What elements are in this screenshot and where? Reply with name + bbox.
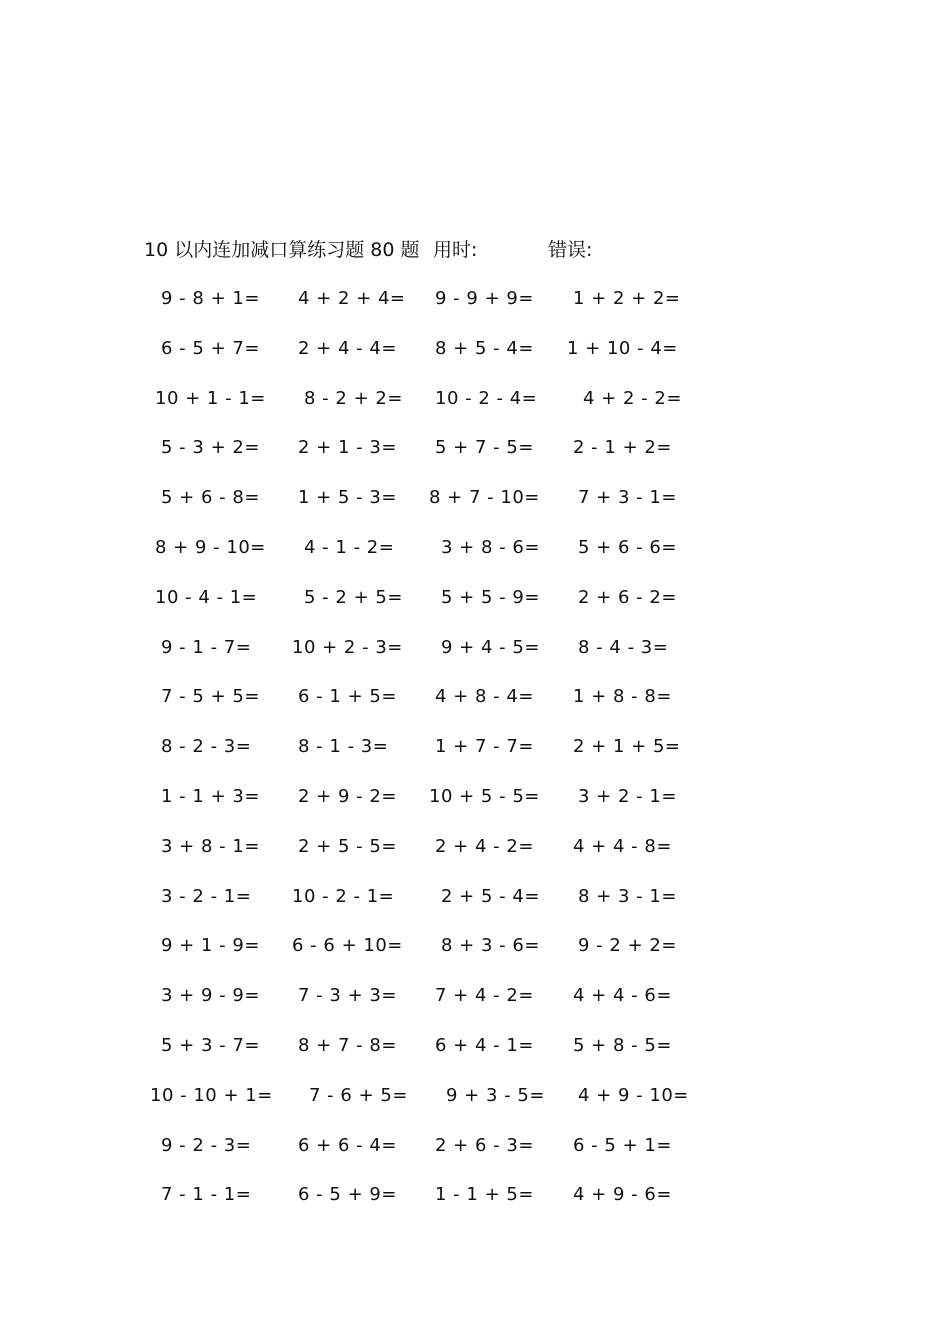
problem-cell: 4 + 9 - 6= — [573, 1184, 672, 1206]
problem-cell: 8 - 2 + 2= — [304, 387, 403, 409]
problem-cell: 5 + 5 - 9= — [441, 586, 540, 608]
problem-cell: 4 - 1 - 2= — [304, 536, 395, 558]
errors-label: 错误: — [548, 239, 593, 261]
problem-cell: 2 + 5 - 4= — [441, 885, 540, 907]
problem-cell: 9 - 2 + 2= — [578, 935, 677, 957]
problem-cell: 10 + 2 - 3= — [292, 636, 403, 658]
problem-cell: 5 + 3 - 7= — [161, 1034, 260, 1056]
problem-cell: 3 + 2 - 1= — [578, 785, 677, 807]
problem-cell: 10 - 4 - 1= — [155, 586, 258, 608]
problem-cell: 8 + 7 - 8= — [298, 1034, 397, 1056]
problem-cell: 9 - 2 - 3= — [161, 1134, 252, 1156]
problem-cell: 4 + 8 - 4= — [435, 686, 534, 708]
problem-cell: 5 - 2 + 5= — [304, 586, 403, 608]
problem-row — [0, 1132, 950, 1182]
problem-cell: 2 + 5 - 5= — [298, 835, 397, 857]
problem-cell: 10 + 5 - 5= — [429, 785, 540, 807]
problem-cell: 10 - 2 - 4= — [435, 387, 538, 409]
problem-cell: 7 - 6 + 5= — [309, 1084, 408, 1106]
problem-cell: 8 - 1 - 3= — [298, 736, 389, 758]
problem-cell: 6 - 5 + 7= — [161, 337, 260, 359]
problem-cell: 10 + 1 - 1= — [155, 387, 266, 409]
problem-row — [0, 335, 950, 385]
problem-cell: 3 + 9 - 9= — [161, 985, 260, 1007]
problem-cell: 9 - 8 + 1= — [161, 288, 260, 309]
problem-row — [0, 484, 950, 534]
problem-cell: 9 - 1 - 7= — [161, 636, 252, 658]
problem-cell: 4 + 4 - 6= — [573, 985, 672, 1007]
problem-cell: 2 + 4 - 4= — [298, 337, 397, 359]
problem-cell: 5 + 6 - 6= — [578, 536, 677, 558]
problem-cell: 1 + 8 - 8= — [573, 686, 672, 708]
problem-cell: 8 + 7 - 10= — [429, 487, 540, 509]
problem-row — [0, 1032, 950, 1082]
problem-row — [0, 385, 950, 435]
problem-cell: 3 + 8 - 6= — [441, 536, 540, 558]
problem-row — [0, 285, 950, 335]
problem-cell: 5 - 3 + 2= — [161, 437, 260, 459]
problem-row — [0, 833, 950, 883]
problem-row — [0, 982, 950, 1032]
problem-cell: 6 - 5 + 1= — [573, 1134, 672, 1156]
problem-cell: 8 - 4 - 3= — [578, 636, 669, 658]
problem-cell: 6 - 1 + 5= — [298, 686, 397, 708]
problem-cell: 8 + 3 - 1= — [578, 885, 677, 907]
problem-cell: 1 + 7 - 7= — [435, 736, 534, 758]
problem-row — [0, 733, 950, 783]
problem-row — [0, 783, 950, 833]
problem-cell: 8 + 5 - 4= — [435, 337, 534, 359]
problem-cell: 2 - 1 + 2= — [573, 437, 672, 459]
problem-cell: 4 + 4 - 8= — [573, 835, 672, 857]
problem-cell: 5 + 8 - 5= — [573, 1034, 672, 1056]
problem-cell: 2 + 6 - 2= — [578, 586, 677, 608]
problem-cell: 9 - 9 + 9= — [435, 288, 534, 309]
problem-cell: 7 + 3 - 1= — [578, 487, 677, 509]
problem-cell: 2 + 1 + 5= — [573, 736, 681, 758]
problem-cell: 5 + 6 - 8= — [161, 487, 260, 509]
problem-cell: 7 - 3 + 3= — [298, 985, 397, 1007]
problem-cell: 1 + 2 + 2= — [573, 288, 681, 309]
problem-row — [0, 584, 950, 634]
problem-row — [0, 434, 950, 484]
problem-cell: 10 - 2 - 1= — [292, 885, 395, 907]
problem-cell: 6 + 6 - 4= — [298, 1134, 397, 1156]
problem-cell: 6 - 6 + 10= — [292, 935, 403, 957]
problem-cell: 1 + 5 - 3= — [298, 487, 397, 509]
problem-row — [0, 683, 950, 733]
problem-cell: 8 - 2 - 3= — [161, 736, 252, 758]
worksheet-header — [0, 236, 950, 264]
problem-row — [0, 1181, 950, 1231]
worksheet-title: 10 以内连加减口算练习题 80 题 — [144, 239, 420, 261]
problem-cell: 2 + 4 - 2= — [435, 835, 534, 857]
problem-cell: 5 + 7 - 5= — [435, 437, 534, 459]
problem-cell: 9 + 1 - 9= — [161, 935, 260, 957]
problem-cell: 3 - 2 - 1= — [161, 885, 252, 907]
problem-cell: 1 - 1 + 5= — [435, 1184, 534, 1206]
problem-cell: 3 + 8 - 1= — [161, 835, 260, 857]
problem-cell: 7 + 4 - 2= — [435, 985, 534, 1007]
problem-cell: 4 + 2 + 4= — [298, 288, 406, 309]
problem-cell: 2 + 6 - 3= — [435, 1134, 534, 1156]
problem-row — [0, 534, 950, 584]
problem-cell: 2 + 9 - 2= — [298, 785, 397, 807]
problem-cell: 1 - 1 + 3= — [161, 785, 260, 807]
problem-cell: 10 - 10 + 1= — [150, 1084, 273, 1106]
problem-cell: 6 - 5 + 9= — [298, 1184, 397, 1206]
problem-cell: 6 + 4 - 1= — [435, 1034, 534, 1056]
problem-cell: 8 + 9 - 10= — [155, 536, 266, 558]
problem-cell: 8 + 3 - 6= — [441, 935, 540, 957]
problem-cell: 9 + 4 - 5= — [441, 636, 540, 658]
problem-row — [0, 634, 950, 684]
time-used-label: 用时: — [433, 239, 478, 261]
problem-cell: 9 + 3 - 5= — [446, 1084, 545, 1106]
problem-cell: 2 + 1 - 3= — [298, 437, 397, 459]
problem-cell: 7 - 1 - 1= — [161, 1184, 252, 1206]
problem-cell: 1 + 10 - 4= — [567, 337, 678, 359]
problem-cell: 4 + 9 - 10= — [578, 1084, 689, 1106]
problem-cell: 4 + 2 - 2= — [583, 387, 682, 409]
problem-grid — [0, 285, 950, 1231]
problem-row — [0, 932, 950, 982]
problem-row — [0, 883, 950, 933]
problem-row — [0, 1082, 950, 1132]
problem-cell: 7 - 5 + 5= — [161, 686, 260, 708]
